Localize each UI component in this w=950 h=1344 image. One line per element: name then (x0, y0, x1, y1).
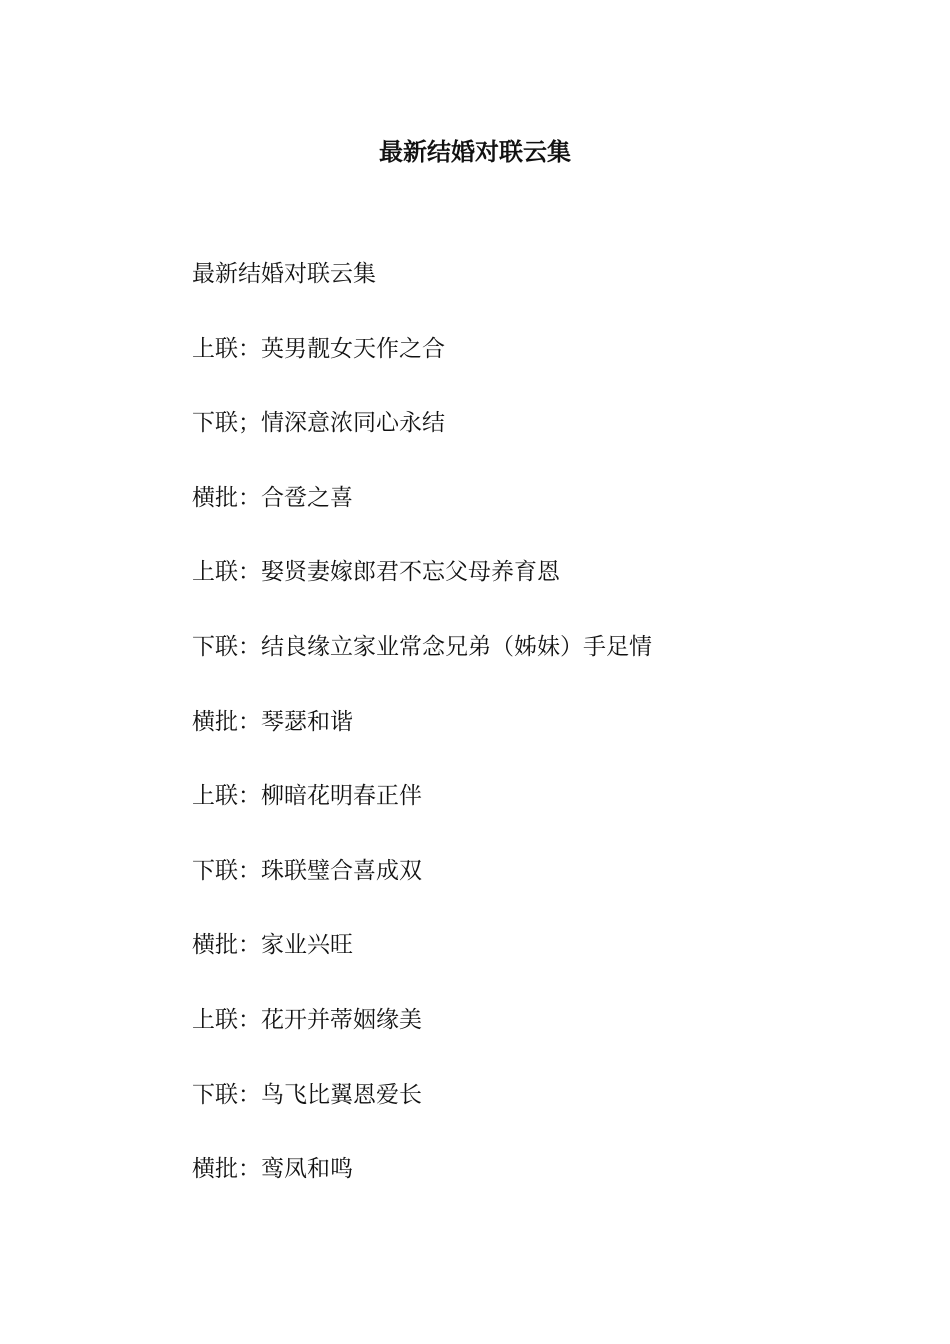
document-title: 最新结婚对联云集 (379, 137, 571, 166)
couplet-line: 下联：珠联璧合喜成双 (192, 857, 422, 884)
couplet-line: 下联；情深意浓同心永结 (192, 410, 445, 437)
couplet-line: 上联：英男靓女天作之合 (192, 335, 445, 362)
couplet-line: 横批：合卺之喜 (192, 484, 353, 511)
couplet-line: 下联：鸟飞比翼恩爱长 (192, 1081, 422, 1108)
couplet-line: 横批：琴瑟和谐 (192, 708, 353, 735)
couplet-line: 上联：花开并蒂姻缘美 (192, 1006, 422, 1033)
document-body (192, 256, 872, 1226)
couplet-line: 横批：家业兴旺 (192, 932, 353, 959)
body-heading: 最新结婚对联云集 (192, 261, 376, 287)
couplet-line: 上联：柳暗花明春正伴 (192, 783, 422, 810)
couplet-line: 下联：结良缘立家业常念兄弟（姊妹）手足情 (192, 633, 652, 660)
couplet-line: 横批：鸾凤和鸣 (192, 1156, 353, 1183)
couplet-line: 上联：娶贤妻嫁郎君不忘父母养育恩 (192, 559, 560, 586)
